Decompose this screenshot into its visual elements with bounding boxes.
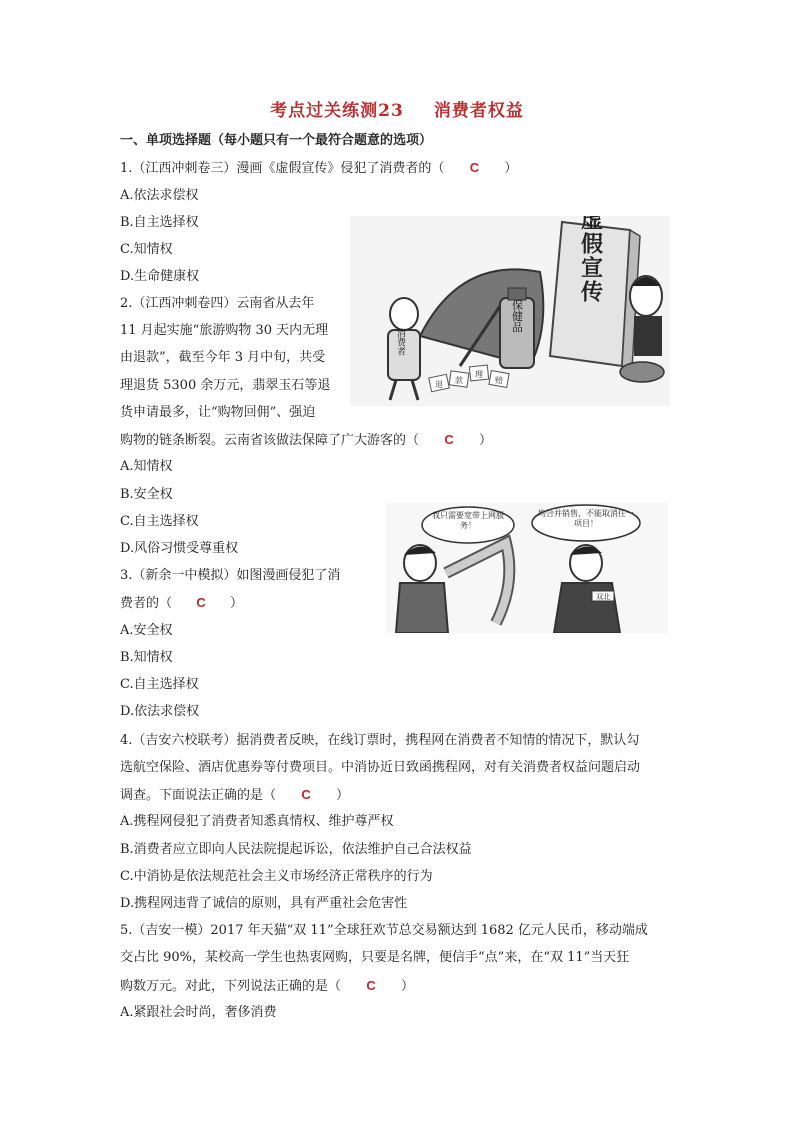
q2-option-a: A.知情权 (120, 459, 173, 474)
q1-option-d: D.生命健康权 (120, 269, 200, 284)
sign-text: 虚假宣传 (577, 216, 603, 304)
q1-option-b: B.自主选择权 (120, 215, 199, 230)
svg-text:退: 退 (435, 380, 443, 389)
q4-option-c: C.中消协是依法规范社会主义市场经济正常秩序的行为 (120, 869, 433, 884)
salesman-badge: 双北 (596, 593, 610, 601)
speech-bubble-left: 我只需要宽带上网服务！ (422, 507, 514, 543)
svg-text:理: 理 (475, 370, 483, 379)
q3-option-d: D.依法求偿权 (120, 704, 200, 719)
q1-answer: C (469, 160, 480, 175)
q1-option-a: A.依法求偿权 (120, 188, 199, 203)
cartoon-bundled-service (386, 503, 668, 633)
section-heading: 一、单项选择题（每小题只有一个最符合题意的选项） (120, 133, 433, 148)
svg-text:款: 款 (455, 376, 463, 385)
q2-line-2: 11 月起实施“旅游购物 30 天内无理 (120, 323, 329, 338)
q2-line-1: 2.（江西冲刺卷四）云南省从去年 (120, 296, 315, 311)
q4-option-d: D.携程网违背了诚信的原则，具有严重社会危害性 (120, 896, 408, 911)
q2-line-3: 由退款”，截至今年 3 月中旬，共受 (120, 350, 326, 365)
cartoon-false-advertising (350, 216, 670, 406)
q5-answer: C (366, 978, 376, 993)
q4-line-1: 4.（吉安六校联考）据消费者反映，在线订票时，携程网在消费者不知情的情况下，默认勾 (120, 733, 640, 748)
speech-bubble-right: 均合并销售，不能取消任一项目！ (532, 505, 640, 541)
q1-stem: 1.（江西冲刺卷三）漫画《虚假宣传》侵犯了消费者的（ C ） (120, 160, 518, 176)
q4-stem-end: 调查。下面说法正确的是（ C ） (120, 787, 350, 803)
false-ad-sign (550, 216, 640, 368)
q2-line-5: 货申请最多，让“购物回佣”、强迫 (120, 405, 316, 420)
health-product-bottle (500, 288, 534, 368)
q5-stem-end: 购数万元。对此，下列说法正确的是（ C ） (120, 978, 415, 994)
q2-answer: C (444, 432, 454, 447)
q2-option-d: D.风俗习惯受尊重权 (120, 541, 239, 556)
q2-stem-end: 购物的链条断裂。云南省该做法保障了广大游客的（ C ） (120, 432, 493, 448)
q3-stem-end: 费者的（ C ） (120, 595, 244, 611)
q3-option-b: B.知情权 (120, 650, 173, 665)
q5-line-1: 5.（吉安一模）2017 年天猫“双 11”全球狂欢节总交易额达到 1682 亿元人民币，移动端成 (120, 923, 648, 938)
q2-line-4: 理退货 5300 余万元，翡翠玉石等退 (120, 378, 331, 393)
svg-text:赔: 赔 (495, 376, 503, 385)
q4-option-b: B.消费者应立即向人民法院提起诉讼，依法维护自己合法权益 (120, 842, 472, 857)
q5-option-a: A.紧跟社会时尚，奢侈消费 (120, 1005, 277, 1020)
q3-line-1: 3.（新余一中模拟）如图漫画侵犯了消 (120, 568, 341, 583)
q3-answer: C (196, 595, 206, 610)
q4-answer: C (301, 787, 311, 802)
q4-option-a: A.携程网侵犯了消费者知悉真情权、维护尊严权 (120, 814, 394, 829)
q2-option-b: B.安全权 (120, 487, 173, 502)
q2-option-c: C.自主选择权 (120, 514, 199, 529)
title-right: 消费者权益 (433, 101, 524, 121)
title-left: 考点过关练测23 (270, 101, 404, 121)
q3-option-a: A.安全权 (120, 623, 173, 638)
bottle-text: 保健品 (510, 299, 524, 333)
q4-line-2: 选航空保险、酒店优惠券等付费项目。中消协近日致函携程网，对有关消费者权益问题启动 (120, 760, 641, 775)
page-title (0, 96, 794, 121)
q5-line-2: 交占比 90%，某校高一学生也热衷网购，只要是名牌，便信手“点”来，在“双 11”当天狂 (120, 950, 630, 965)
q3-option-c: C.自主选择权 (120, 677, 199, 692)
q1-option-c: C.知情权 (120, 242, 173, 257)
consumer-text: 消费者 (395, 328, 405, 356)
